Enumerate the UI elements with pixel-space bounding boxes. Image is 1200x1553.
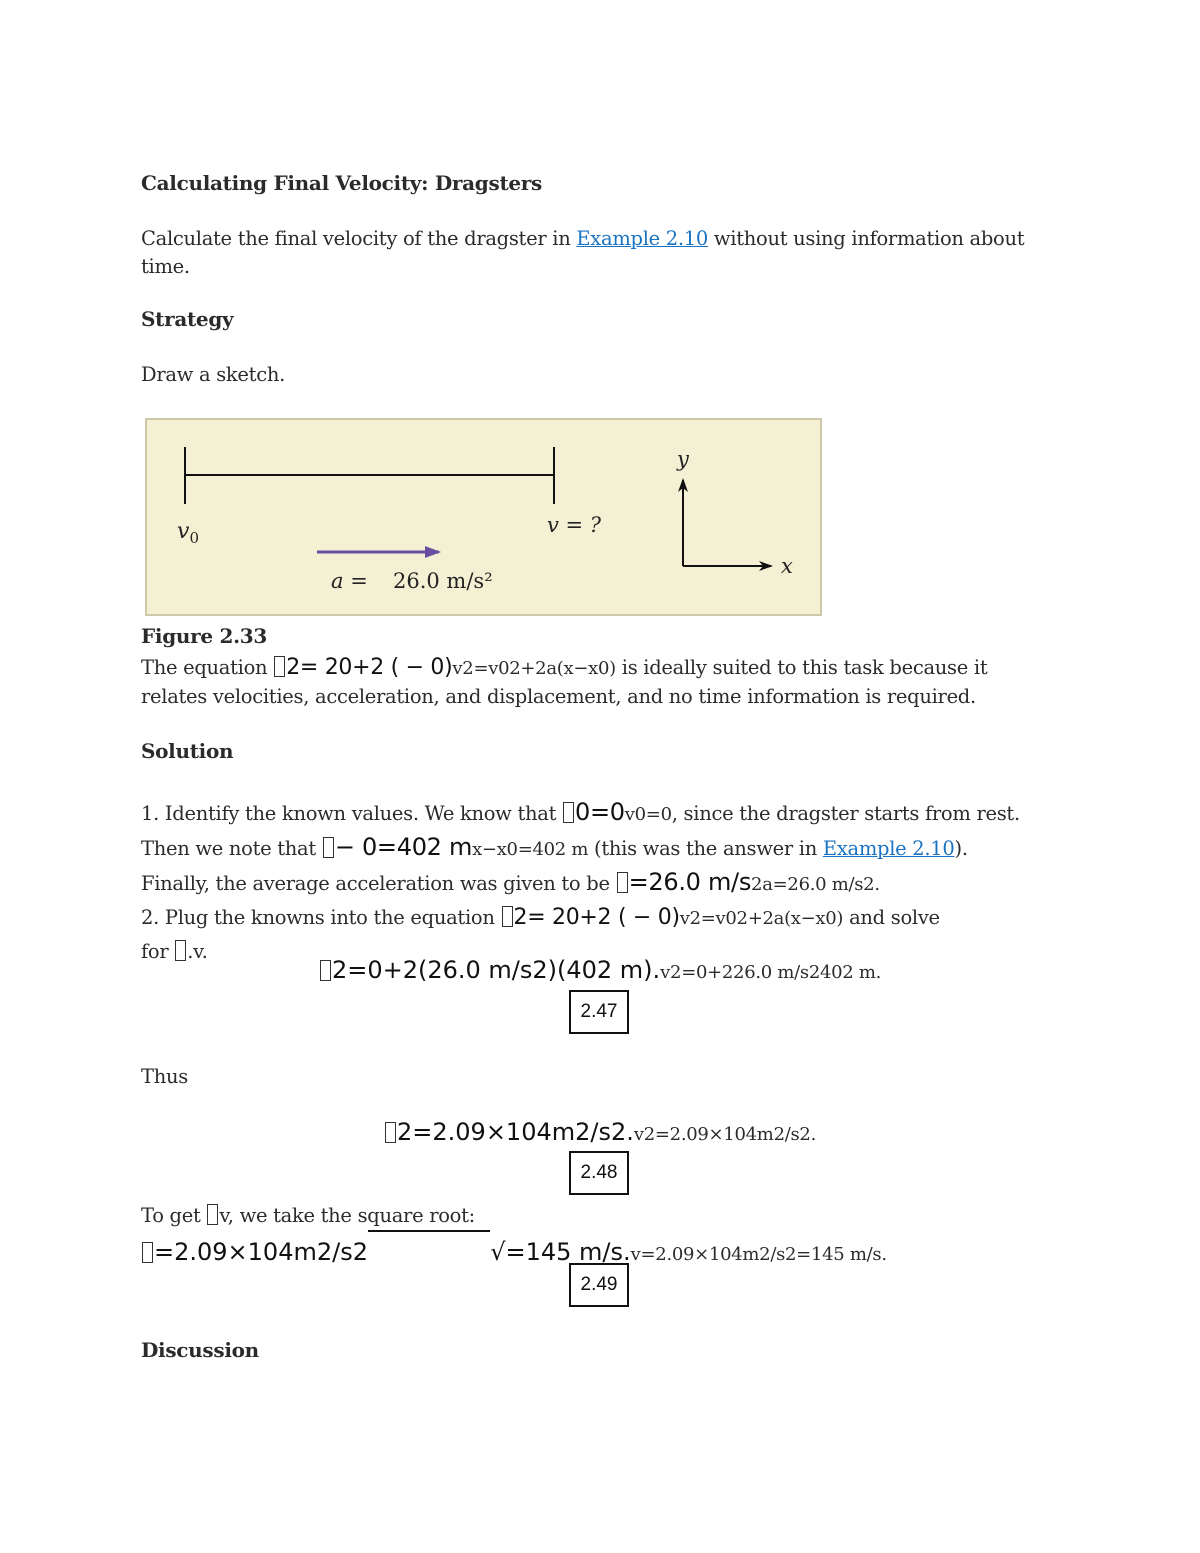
- missing-glyph: [323, 837, 334, 858]
- v0-label: $v_0$: [177, 519, 199, 547]
- solution-steps: [141, 796, 1141, 968]
- missing-glyph: [207, 1204, 218, 1225]
- v-final-label: v = ?: [547, 513, 602, 537]
- intro-text-line2: time.: [141, 255, 190, 278]
- example-2-10-link[interactable]: Example 2.10: [576, 227, 708, 250]
- strategy-text: Draw a sketch.: [141, 363, 285, 386]
- equation-number-2-48: 2.48: [569, 1151, 629, 1195]
- missing-glyph: [320, 960, 331, 981]
- discussion-heading: Discussion: [141, 1338, 259, 1362]
- step2-line-a: 2. Plug the knowns into the equation 2= 20+2 ( − 0)v2=v02+2a(x−x0) and solve: [141, 905, 940, 930]
- track-segment: [185, 447, 554, 504]
- equation-fallback: v2=v02+2a(x−x0): [452, 658, 616, 679]
- step1-line-b: Then we note that − 0=402 mx−x0=402 m (this was the answer in Example 2.10).: [141, 833, 968, 861]
- eq-para-text: The equation: [141, 656, 274, 679]
- missing-glyph: [274, 656, 285, 677]
- y-axis-label: y: [677, 447, 689, 471]
- step2-line-b: for .v.: [141, 940, 208, 963]
- missing-glyph: [385, 1122, 396, 1143]
- acceleration-value: 26.0 m/s²: [393, 569, 493, 593]
- axes-icon: [683, 480, 771, 566]
- step1-line-c: Finally, the average acceleration was given to be =26.0 m/s2a=26.0 m/s2.: [141, 868, 880, 896]
- eq-para-text-end: is ideally suited to this task because it: [615, 656, 988, 679]
- sqrt-paragraph: To get v, we take the square root:: [141, 1204, 475, 1227]
- eq-para-line2: relates velocities, acceleration, and displacement, and no time information is required.: [141, 685, 976, 708]
- figure-2-33: [145, 418, 822, 616]
- intro-paragraph: [141, 225, 1041, 281]
- equation-2-49: =2.09×104m2/s2 √=145 m/s.v=2.09×104m2/s2=145 m/s.: [141, 1230, 887, 1266]
- equation-2-47: 2=0+2(26.0 m/s2)(402 m).v2=0+226.0 m/s2402 m.: [0, 956, 1200, 984]
- missing-glyph: [142, 1242, 153, 1263]
- sqrt-overline: [368, 1230, 490, 1260]
- equation-number-2-47: 2.47: [569, 990, 629, 1034]
- example-2-10-link-2[interactable]: Example 2.10: [822, 837, 955, 860]
- x-axis-label: x: [781, 554, 793, 578]
- strategy-heading: Strategy: [141, 307, 234, 331]
- missing-glyph: [617, 872, 628, 893]
- section-title: Calculating Final Velocity: Dragsters: [141, 171, 543, 195]
- solution-heading: Solution: [141, 739, 234, 763]
- intro-text: Calculate the final velocity of the dragster in: [141, 227, 577, 250]
- step1-line-a: 1. Identify the known values. We know that 0=0v0=0, since the dragster starts from rest.: [141, 798, 1020, 826]
- dragster-sketch: [147, 420, 820, 614]
- equation-rendered: 2= 20+2 ( − 0): [286, 655, 453, 680]
- equation-paragraph: [141, 654, 1141, 711]
- missing-glyph: [563, 802, 574, 823]
- equation-number-2-49: 2.49: [569, 1263, 629, 1307]
- intro-text-end: without using information about: [707, 227, 1025, 250]
- equation-2-48: 2=2.09×104m2/s2.v2=2.09×104m2/s2.: [0, 1118, 1200, 1146]
- missing-glyph: [502, 906, 513, 927]
- figure-caption: Figure 2.33: [141, 624, 267, 648]
- thus-text: Thus: [141, 1065, 188, 1088]
- acceleration-label: a =: [331, 569, 368, 593]
